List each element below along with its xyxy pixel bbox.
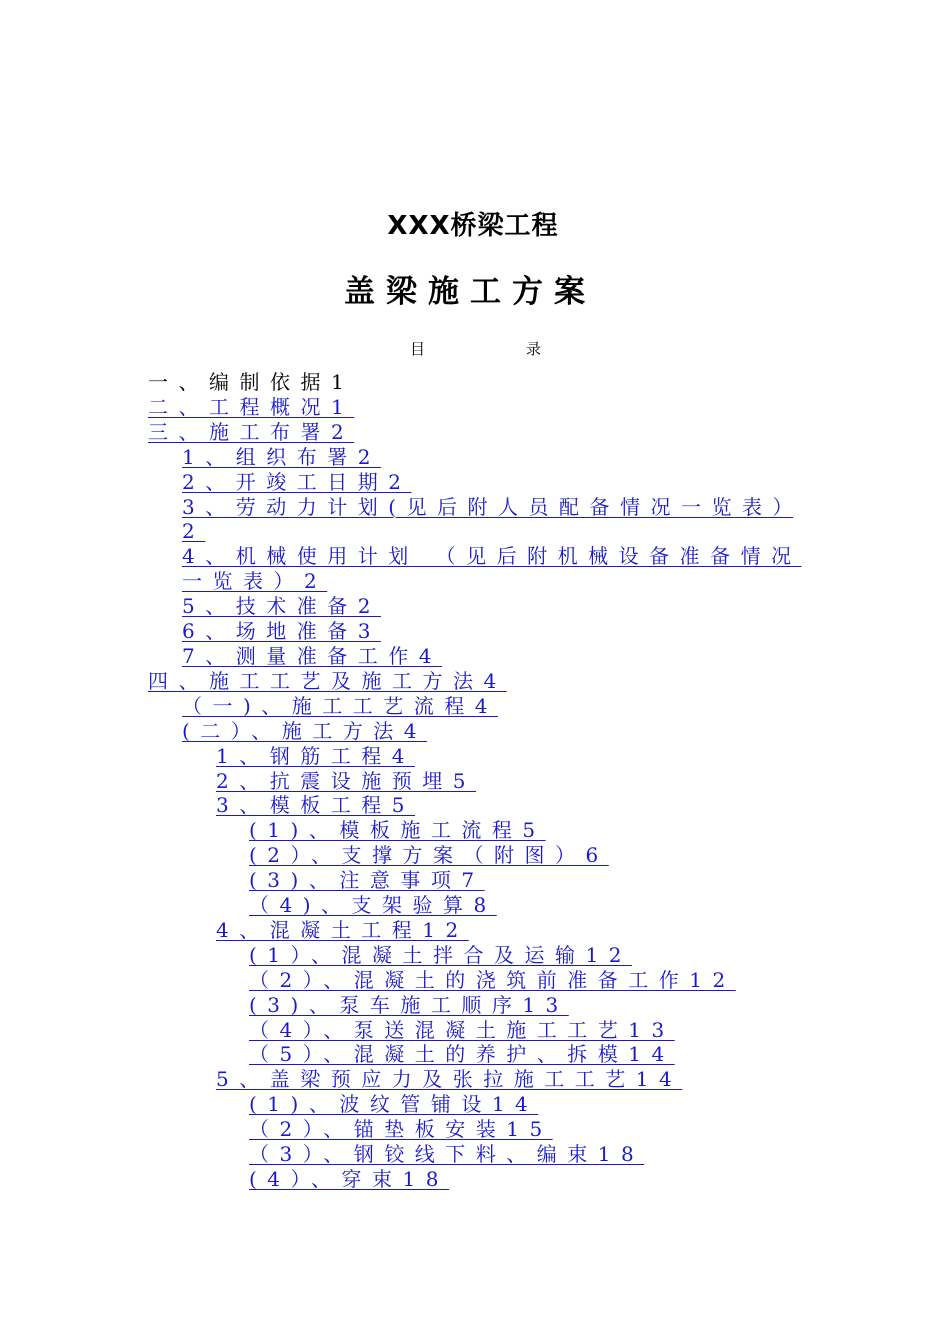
toc-entry bbox=[148, 918, 808, 943]
toc-entry bbox=[148, 1117, 808, 1142]
toc-link[interactable]: (3)、泵车施工顺序13 bbox=[249, 992, 569, 1017]
table-of-contents bbox=[148, 370, 808, 1192]
toc-entry bbox=[148, 818, 808, 843]
toc-heading-right: 录 bbox=[526, 340, 542, 358]
toc-entry bbox=[148, 893, 808, 918]
toc-link[interactable]: （一)、施工工艺流程4 bbox=[182, 693, 499, 718]
toc-entry bbox=[148, 594, 808, 619]
toc-entry bbox=[148, 445, 808, 470]
toc-entry bbox=[148, 719, 808, 744]
toc-link[interactable]: 1、钢筋工程4 bbox=[216, 743, 415, 768]
toc-entry bbox=[148, 644, 808, 669]
toc-entry bbox=[148, 1018, 808, 1043]
toc-entry bbox=[148, 868, 808, 893]
toc-link[interactable]: (1）、混凝土拌合及运输12 bbox=[249, 942, 632, 967]
toc-entry bbox=[148, 843, 808, 868]
toc-link[interactable]: 1、组织布署2 bbox=[182, 444, 381, 469]
toc-entry bbox=[148, 1167, 808, 1192]
toc-link[interactable]: (2）、支撑方案（附图）6 bbox=[249, 843, 609, 868]
toc-link[interactable]: （3）、钢铰线下料、编束18 bbox=[249, 1142, 645, 1167]
toc-entry bbox=[148, 793, 808, 818]
toc-entry bbox=[148, 1042, 808, 1067]
toc-link[interactable]: 3、模板工程5 bbox=[216, 793, 415, 818]
toc-link[interactable]: 3、劳动力计划(见后附人员配备情况一览表）2 bbox=[182, 494, 794, 544]
toc-entry bbox=[148, 1092, 808, 1117]
toc-entry bbox=[148, 1067, 808, 1092]
toc-link[interactable]: 7、测量准备工作4 bbox=[182, 643, 442, 668]
toc-link[interactable]: (二）、施工方法4 bbox=[182, 718, 428, 743]
toc-link[interactable]: (3)、注意事项7 bbox=[249, 868, 485, 893]
toc-entry bbox=[148, 395, 808, 420]
toc-entry bbox=[148, 993, 808, 1018]
toc-entry bbox=[148, 470, 808, 495]
toc-entry bbox=[148, 619, 808, 644]
toc-link[interactable]: 2、抗震设施预埋5 bbox=[216, 768, 476, 793]
toc-entry bbox=[148, 420, 808, 445]
toc-entry bbox=[148, 669, 808, 694]
toc-link[interactable]: （4）、泵送混凝土施工工艺13 bbox=[249, 1017, 675, 1042]
toc-entry bbox=[148, 769, 808, 794]
toc-entry-text: 一、编制依据1 bbox=[148, 370, 355, 394]
toc-link[interactable]: （5）、混凝土的养护、拆模14 bbox=[249, 1042, 675, 1067]
toc-link[interactable]: 6、场地准备3 bbox=[182, 619, 381, 644]
toc-heading bbox=[0, 337, 950, 361]
toc-link[interactable]: 2、开竣工日期2 bbox=[182, 469, 412, 494]
toc-entry bbox=[148, 544, 802, 594]
toc-entry bbox=[148, 744, 808, 769]
toc-link[interactable]: (4）、穿束18 bbox=[249, 1167, 449, 1191]
toc-link[interactable]: (1)、波纹管铺设14 bbox=[249, 1092, 539, 1117]
toc-entry bbox=[148, 968, 808, 993]
toc-entry bbox=[148, 943, 808, 968]
toc-entry bbox=[148, 1142, 808, 1167]
toc-entry bbox=[148, 694, 808, 719]
toc-link[interactable]: (1)、模板施工流程5 bbox=[249, 818, 546, 843]
project-title: XXX桥梁工程 bbox=[387, 211, 559, 241]
toc-link[interactable]: 4、机械使用计划 （见后附机械设备准备情况一览表）2 bbox=[182, 544, 802, 594]
toc-link[interactable]: 二、工程概况1 bbox=[148, 394, 355, 419]
toc-link[interactable]: （2）、混凝土的浇筑前准备工作12 bbox=[249, 967, 736, 992]
toc-link[interactable]: 4、混凝土工程12 bbox=[216, 917, 469, 942]
toc-entry bbox=[148, 495, 802, 545]
toc-entry bbox=[148, 370, 808, 395]
toc-link[interactable]: 三、施工布署2 bbox=[148, 419, 355, 444]
toc-link[interactable]: 5、技术准备2 bbox=[182, 594, 381, 619]
toc-heading-left: 目 bbox=[410, 340, 426, 358]
toc-link[interactable]: （4)、支架验算8 bbox=[249, 893, 497, 918]
toc-link[interactable]: （2）、锚垫板安装15 bbox=[249, 1117, 553, 1142]
toc-link[interactable]: 四、施工工艺及施工方法4 bbox=[148, 668, 507, 693]
document-title: 盖梁施工方案 bbox=[344, 274, 596, 310]
toc-link[interactable]: 5、盖梁预应力及张拉施工工艺14 bbox=[216, 1067, 683, 1092]
